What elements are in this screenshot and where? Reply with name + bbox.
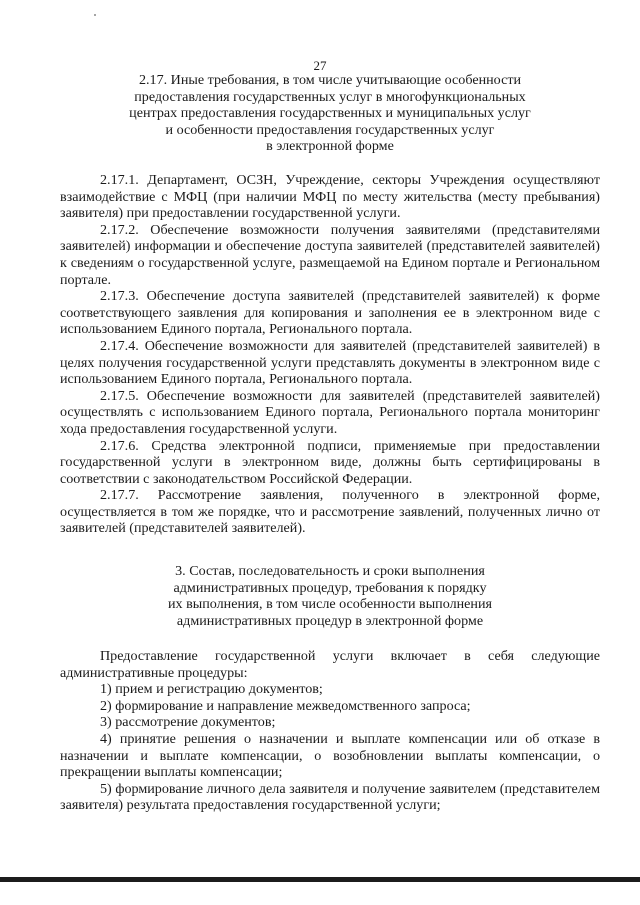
title-line: предоставления государственных услуг в многофункциональных bbox=[134, 88, 526, 105]
title-line: центрах предоставления государственных и муниципальных услуг bbox=[129, 105, 531, 122]
paragraph-2-17-6: 2.17.6. Средства электронной подписи, применяемые при предоставлении государственной услуги в электронном виде, должны быть сертифицированы в соответствии с законодательством Российской Федерации. bbox=[60, 437, 600, 487]
paragraph-2-17-2: 2.17.2. Обеспечение возможности получения заявителями (представителями заявителей) информации и обеспечение доступа заявителей (представителей заявителей) к сведениям о государственной услуге, размещаемой на Едином портале и Региональном портале. bbox=[60, 221, 600, 288]
paragraph-2-17-3: 2.17.3. Обеспечение доступа заявителей (представителей заявителей) к форме соответствующего заявления для копирования и заполнения ее в электронном виде с использованием Единого портала, Регионального портала. bbox=[60, 288, 600, 338]
title-line: административных процедур в электронной форме bbox=[176, 612, 484, 629]
scan-speck bbox=[94, 14, 96, 16]
title-line: административных процедур, требования к порядку bbox=[173, 579, 487, 596]
section-2-17-body bbox=[60, 172, 600, 537]
page-number: 27 bbox=[313, 58, 327, 73]
section-3-title bbox=[60, 563, 600, 629]
section-2-17-title bbox=[60, 72, 600, 155]
title-line: и особенности предоставления государственных услуг bbox=[165, 121, 495, 138]
title-line: 3. Состав, последовательность и сроки выполнения bbox=[175, 563, 485, 579]
title-line: в электронной форме bbox=[266, 138, 394, 155]
paragraph-2-17-7: 2.17.7. Рассмотрение заявления, полученного в электронной форме, осуществляется в том же порядке, что и рассмотрение заявлений, полученных лично от заявителей (представителей заявителей). bbox=[60, 487, 600, 537]
list-item: 4) принятие решения о назначении и выплате компенсации или об отказе в назначении и выплате компенсации, о возобновлении выплаты компенсации, о прекращении выплаты компенсации; bbox=[60, 730, 600, 781]
list-item: 3) рассмотрение документов; bbox=[100, 714, 276, 731]
title-line: 2.17. Иные требования, в том числе учитывающие особенности bbox=[138, 72, 522, 88]
scan-bottom-edge bbox=[0, 877, 640, 882]
paragraph-intro: Предоставление государственной услуги включает в себя следующие административные процедуры: bbox=[60, 648, 600, 681]
paragraph-2-17-5: 2.17.5. Обеспечение возможности для заявителей (представителей заявителей) осуществлять с использованием Единого портала, Регионального портала мониторинг хода предоставления государственной услуги. bbox=[60, 387, 600, 437]
title-line: их выполнения, в том числе особенности выполнения bbox=[168, 596, 492, 613]
list-item: 5) формирование личного дела заявителя и получение заявителем (представителем заявителя) результата предоставления государственной услуги; bbox=[60, 780, 600, 814]
list-item: 2) формирование и направление межведомственного запроса; bbox=[100, 697, 471, 714]
paragraph-2-17-4: 2.17.4. Обеспечение возможности для заявителей (представителей заявителей) в целях получения государственной услуги представлять документы в электронном виде с использованием Единого портала, Регионального портала. bbox=[60, 337, 600, 388]
section-3-body bbox=[60, 648, 600, 814]
list-item: 1) прием и регистрацию документов; bbox=[100, 681, 323, 698]
paragraph-2-17-1: 2.17.1. Департамент, ОСЗН, Учреждение, секторы Учреждения осуществляют взаимодействие с МФЦ (при наличии МФЦ по месту жительства (месту пребывания) заявителя) при предоставлении государственной услуги. bbox=[60, 172, 600, 222]
